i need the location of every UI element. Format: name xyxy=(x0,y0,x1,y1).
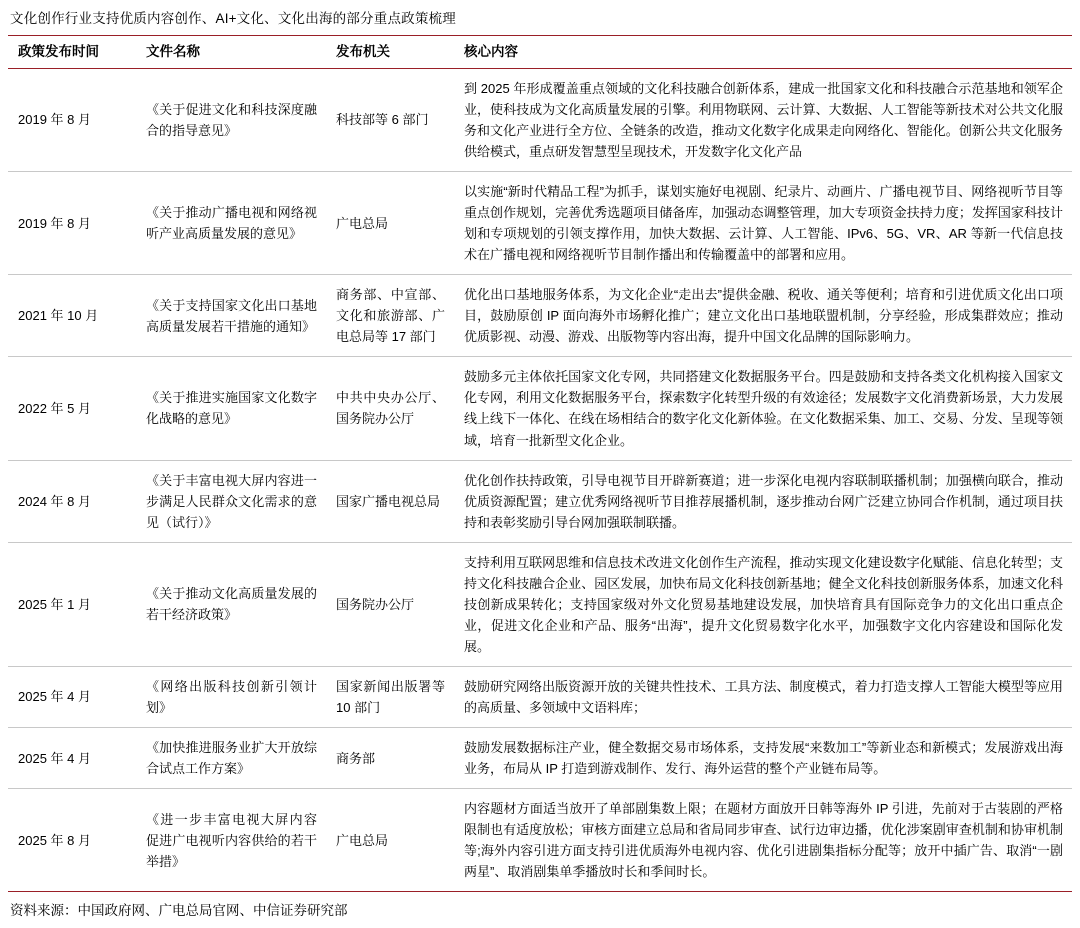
header-document-name: 文件名称 xyxy=(136,35,326,68)
cell-core-content: 鼓励研究网络出版资源开放的关键共性技术、工具方法、制度模式，着力打造支撑人工智能大模型等应用的高质量、多领域中文语料库； xyxy=(454,666,1072,727)
cell-issuing-organization: 国家新闻出版署等 10 部门 xyxy=(326,666,454,727)
cell-policy-time: 2021 年 10 月 xyxy=(8,275,136,357)
cell-core-content: 以实施“新时代精品工程”为抓手，谋划实施好电视剧、纪录片、动画片、广播电视节目、网络视听节目等重点创作规划，完善优秀选题项目储备库，加强动态调整管理，加大专项资金扶持力度；发挥国家科技计划和专项规划的引领支撑作用，加快大数据、云计算、人工智能、IPv6、5G、VR、AR 等新一代信息技术在广播电视和网络视听节目制作播出和传输覆盖中的部署和应用。 xyxy=(454,172,1072,275)
cell-policy-time: 2025 年 8 月 xyxy=(8,789,136,892)
cell-document-name: 《网络出版科技创新引领计划》 xyxy=(136,666,326,727)
table-header-row xyxy=(8,35,1072,68)
header-issuing-organization: 发布机关 xyxy=(326,35,454,68)
cell-policy-time: 2019 年 8 月 xyxy=(8,68,136,171)
cell-policy-time: 2019 年 8 月 xyxy=(8,172,136,275)
cell-issuing-organization: 中共中央办公厅、国务院办公厅 xyxy=(326,357,454,460)
policy-table xyxy=(8,35,1072,893)
cell-core-content: 鼓励发展数据标注产业，健全数据交易市场体系，支持发展“来数加工”等新业态和新模式；发展游戏出海业务，布局从 IP 打造到游戏制作、发行、海外运营的整个产业链布局等。 xyxy=(454,728,1072,789)
header-core-content: 核心内容 xyxy=(454,35,1072,68)
table-row xyxy=(8,275,1072,357)
table-body xyxy=(8,68,1072,891)
cell-core-content: 内容题材方面适当放开了单部剧集数上限；在题材方面放开日韩等海外 IP 引进，先前对于古装剧的严格限制也有适度放松；审核方面建立总局和省局同步审查、试行边审边播，优化涉案剧审查机制和协审机制等;海外内容引进方面支持引进优质海外电视内容、优化引进剧集指标分配等；放开中插广告、取消“一剧两星”、取消剧集单季播放时长和季间时长。 xyxy=(454,789,1072,892)
header-policy-time: 政策发布时间 xyxy=(8,35,136,68)
cell-core-content: 鼓励多元主体依托国家文化专网，共同搭建文化数据服务平台。四是鼓励和支持各类文化机构接入国家文化专网，利用文化数据服务平台，探索数字化转型升级的有效途径；发展数字文化消费新场景，大力发展线上线下一体化、在线在场相结合的数字化文化新体验。在文化数据采集、加工、交易、分发、呈现等领域，培育一批新型文化企业。 xyxy=(454,357,1072,460)
cell-core-content: 优化出口基地服务体系，为文化企业“走出去”提供金融、税收、通关等便利；培育和引进优质文化出口项目，鼓励原创 IP 面向海外市场孵化推广；建立文化出口基地联盟机制，分享经验，形成集群效应；推动优质影视、动漫、游戏、出版物等内容出海，提升中国文化品牌的国际影响力。 xyxy=(454,275,1072,357)
cell-policy-time: 2025 年 1 月 xyxy=(8,542,136,666)
table-row xyxy=(8,460,1072,542)
cell-document-name: 《关于促进文化和科技深度融合的指导意见》 xyxy=(136,68,326,171)
cell-document-name: 《进一步丰富电视大屏内容 促进广电视听内容供给的若干举措》 xyxy=(136,789,326,892)
page-title: 文化创作行业支持优质内容创作、AI+文化、文化出海的部分重点政策梳理 xyxy=(10,11,456,26)
cell-document-name: 《关于推进实施国家文化数字化战略的意见》 xyxy=(136,357,326,460)
table-row xyxy=(8,68,1072,171)
cell-issuing-organization: 商务部 xyxy=(326,728,454,789)
cell-document-name: 《关于推动广播电视和网络视听产业高质量发展的意见》 xyxy=(136,172,326,275)
table-row xyxy=(8,357,1072,460)
cell-issuing-organization: 商务部、中宣部、文化和旅游部、广电总局等 17 部门 xyxy=(326,275,454,357)
cell-policy-time: 2024 年 8 月 xyxy=(8,460,136,542)
cell-issuing-organization: 广电总局 xyxy=(326,172,454,275)
table-header xyxy=(8,35,1072,68)
table-row xyxy=(8,172,1072,275)
table-row xyxy=(8,666,1072,727)
cell-issuing-organization: 广电总局 xyxy=(326,789,454,892)
cell-issuing-organization: 国务院办公厅 xyxy=(326,542,454,666)
cell-issuing-organization: 国家广播电视总局 xyxy=(326,460,454,542)
cell-document-name: 《关于推动文化高质量发展的若干经济政策》 xyxy=(136,542,326,666)
cell-document-name: 《关于支持国家文化出口基地高质量发展若干措施的通知》 xyxy=(136,275,326,357)
cell-document-name: 《关于丰富电视大屏内容进一步满足人民群众文化需求的意见（试行）》 xyxy=(136,460,326,542)
cell-issuing-organization: 科技部等 6 部门 xyxy=(326,68,454,171)
cell-core-content: 到 2025 年形成覆盖重点领域的文化科技融合创新体系，建成一批国家文化和科技融合示范基地和领军企业，使科技成为文化高质量发展的引擎。利用物联网、云计算、大数据、人工智能等新技术对公共文化服务和文化产业进行全方位、全链条的改造，推动文化数字化成果走向网络化、智能化。创新公共文化服务供给模式，重点研发智慧型呈现技术，开发数字化文化产品 xyxy=(454,68,1072,171)
table-row xyxy=(8,728,1072,789)
cell-policy-time: 2025 年 4 月 xyxy=(8,666,136,727)
table-row xyxy=(8,542,1072,666)
cell-core-content: 支持利用互联网思维和信息技术改进文化创作生产流程，推动实现文化建设数字化赋能、信息化转型；支持文化科技融合企业、园区发展，加快布局文化科技创新基地；健全文化科技创新服务体系，加速文化科技创新成果转化；支持国家级对外文化贸易基地建设发展，加快培育具有国际竞争力的文化出口重点企业，促进文化企业和产品、服务“出海”，提升文化贸易数字化水平，加强数字文化内容建设和国际化发展。 xyxy=(454,542,1072,666)
table-row xyxy=(8,789,1072,892)
cell-core-content: 优化创作扶持政策，引导电视节目开辟新赛道；进一步深化电视内容联制联播机制；加强横向联合，推动优质资源配置；建立优秀网络视听节目推荐展播机制，逐步推动台网广泛建立协同合作机制，通过项目扶持和表彰奖励引导台网加强联制联播。 xyxy=(454,460,1072,542)
cell-policy-time: 2025 年 4 月 xyxy=(8,728,136,789)
cell-policy-time: 2022 年 5 月 xyxy=(8,357,136,460)
cell-document-name: 《加快推进服务业扩大开放综合试点工作方案》 xyxy=(136,728,326,789)
source-note: 资料来源：中国政府网、广电总局官网、中信证券研究部 xyxy=(10,903,348,919)
